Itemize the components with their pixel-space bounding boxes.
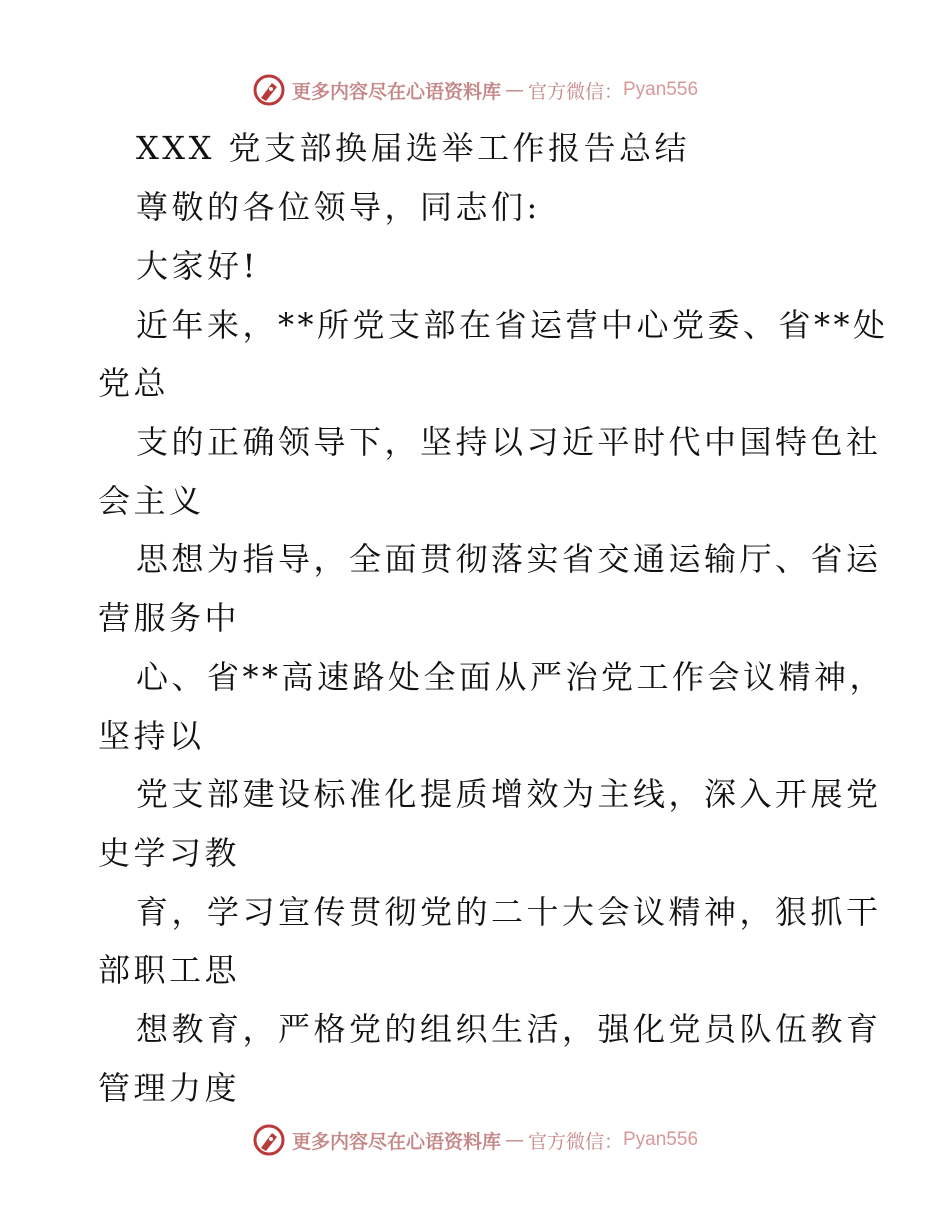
paragraph-line: 支的正确领导下，坚持以习近平时代中国特色社	[136, 423, 882, 461]
banner-wechat-id: Pyan556	[623, 1129, 699, 1150]
banner-wechat-label: 官方微信：	[527, 80, 623, 103]
banner-separator: —	[504, 79, 524, 101]
pen-nib-logo-icon	[252, 1123, 286, 1157]
paragraph-line: 心、省**高速路处全面从严治党工作会议精神，	[136, 658, 886, 696]
paragraph-line: 坚持以	[98, 717, 205, 755]
greeting: 大家好!	[136, 247, 259, 285]
paragraph-line: 管理力度	[98, 1069, 241, 1107]
banner-wechat-label: 官方微信：	[527, 1130, 623, 1153]
paragraph-line: 部职工思	[98, 951, 241, 989]
paragraph-line: 想教育，严格党的组织生活，强化党员队伍教育	[136, 1010, 882, 1048]
salutation: 尊敬的各位领导，同志们:	[136, 188, 541, 226]
header-banner	[0, 70, 950, 110]
paragraph-line: 会主义	[98, 482, 205, 520]
paragraph-line: 育，学习宣传贯彻党的二十大会议精神，狠抓干	[136, 893, 882, 931]
footer-banner	[0, 1120, 950, 1160]
banner-wechat-id: Pyan556	[623, 79, 699, 100]
banner-separator: —	[504, 1129, 524, 1151]
paragraph-line: 近年来，**所党支部在省运营中心党委、省**处	[136, 306, 889, 344]
banner-brand-text: 更多内容尽在心语资料库	[291, 1130, 501, 1153]
paragraph-line: 思想为指导，全面贯彻落实省交通运输厅、省运	[136, 540, 882, 578]
pen-nib-logo-icon	[252, 73, 286, 107]
paragraph-line: 党总	[98, 364, 170, 402]
paragraph-line: 营服务中	[98, 599, 241, 637]
document-title: XXX 党支部换届选举工作报告总结	[136, 129, 691, 167]
banner-brand-text: 更多内容尽在心语资料库	[291, 80, 501, 103]
paragraph-line: 史学习教	[98, 834, 241, 872]
paragraph-line: 党支部建设标准化提质增效为主线，深入开展党	[136, 775, 882, 813]
